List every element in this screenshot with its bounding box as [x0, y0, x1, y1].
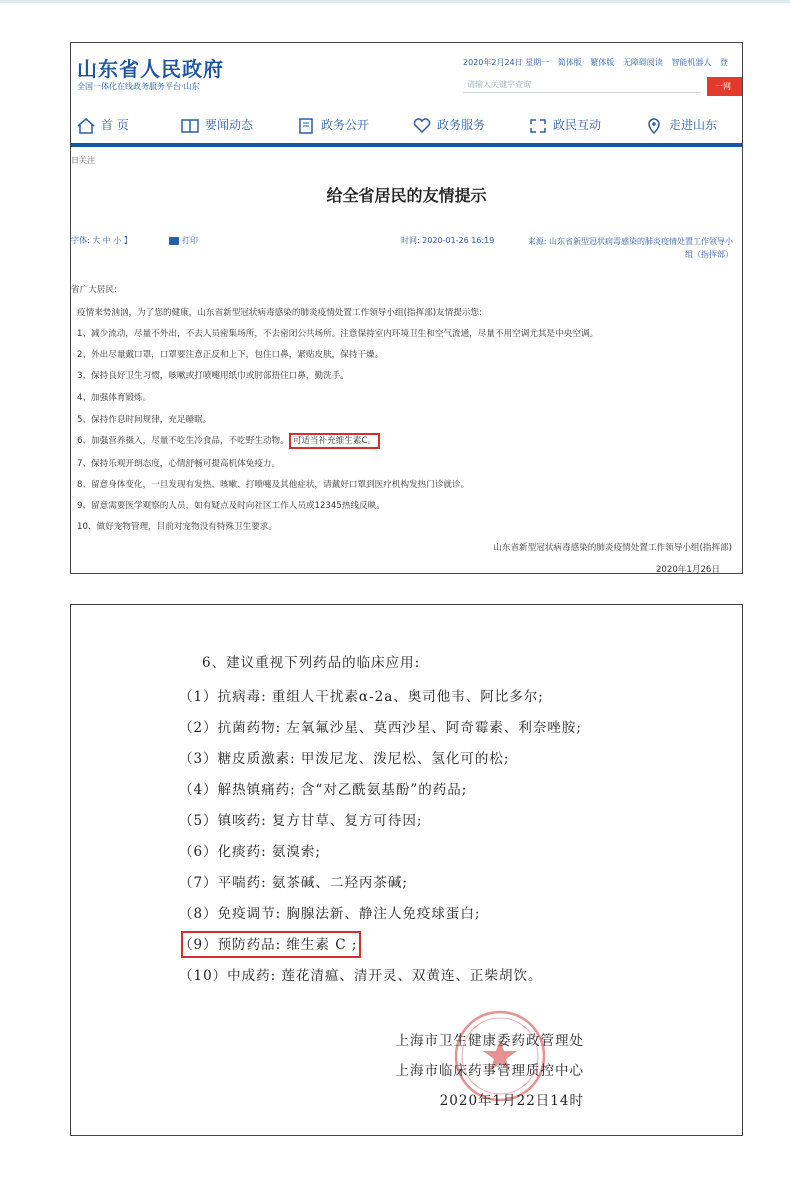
main-nav [71, 107, 742, 147]
nav-public-label: 政务公开 [321, 118, 370, 132]
nav-service[interactable] [413, 116, 485, 134]
interaction-icon [529, 118, 547, 134]
nav-news[interactable] [181, 116, 253, 134]
drug-line: （6）化痰药: 氨溴索; [179, 844, 321, 860]
list-item: 8、留意身体变化，一旦发现有发热、咳嗽、打喷嚏及其他症状，请戴好口罩到医疗机构发热门诊就诊。 [77, 480, 470, 490]
signature-date: 2020年1月22日14时 [439, 1093, 584, 1109]
drug-line: （1）抗病毒: 重组人干扰素α-2a、奥司他韦、阿比多尔; [179, 689, 544, 705]
search-button[interactable]: 一网 [707, 77, 743, 96]
nav-shandong[interactable] [645, 116, 717, 134]
drug-line: （3）糖皮质激素: 甲泼尼龙、泼尼松、氢化可的松; [179, 751, 510, 767]
signature-date: 2020年1月26日 [655, 565, 720, 574]
drug-line: （7）平喘药: 氨茶碱、二羟丙茶碱; [179, 875, 408, 891]
link-traditional[interactable]: 繁体版 [590, 58, 615, 67]
drug-line: （5）镇咳药: 复方甘草、复方可待因; [179, 813, 423, 829]
heart-icon [413, 118, 431, 134]
nav-shandong-label: 走进山东 [669, 118, 718, 132]
top-links [463, 57, 734, 68]
print-icon [169, 237, 179, 245]
article-source: 来源: 山东省新型冠状病毒感染的肺炎疫情处置工作领导小组（指挥部） [527, 237, 733, 259]
scanned-notice [70, 604, 743, 1136]
nav-interaction-label: 政民互动 [553, 118, 602, 132]
location-icon [645, 118, 663, 134]
print-label: 打印 [182, 236, 198, 245]
link-simplified[interactable]: 简体版 [557, 58, 582, 67]
highlight-box [181, 931, 361, 958]
drug-line: （8）免疫调节: 胸腺法新、静注人免疫球蛋白; [179, 906, 481, 922]
site-subtitle: 全国一体化在线政务服务平台·山东 [77, 82, 200, 91]
signature-org-1: 上海市卫生健康委药政管理处 [395, 1033, 584, 1049]
top-divider [0, 0, 790, 3]
list-item: 9、留意需要医学观察的人员，如有疑点及时向社区工作人员或12345热线反映。 [77, 501, 385, 511]
site-title[interactable]: 山东省人民政府 [77, 57, 224, 81]
nav-public[interactable] [297, 116, 369, 134]
signature: 山东省新型冠状病毒感染的肺炎疫情处置工作领导小组(指挥部) [493, 543, 732, 553]
nav-interaction[interactable] [529, 116, 601, 134]
drug-line: （4）解热镇痛药: 含“对乙酰氨基酚”的药品; [179, 782, 468, 798]
publish-time: 时间: 2020-01-26 16:19 [401, 236, 495, 245]
site-header [71, 43, 742, 105]
home-icon [77, 118, 95, 134]
salutation: 省广大居民: [71, 285, 117, 295]
drug-line-vitamin-c: （9）预防药品: 维生素 C ; [179, 937, 358, 953]
link-login[interactable]: 登 [719, 58, 728, 67]
nav-home-label: 首 页 [101, 118, 129, 132]
nav-news-label: 要闻动态 [205, 118, 254, 132]
book-icon [181, 118, 199, 134]
signature-org-2: 上海市临床药事管理质控中心 [395, 1063, 584, 1079]
breadcrumb[interactable]: 日关注 [71, 156, 95, 165]
nav-service-label: 政务服务 [437, 118, 486, 132]
print-button[interactable] [169, 235, 198, 246]
gov-webpage-screenshot [70, 42, 743, 574]
document-icon [297, 118, 315, 134]
list-item-6 [77, 434, 380, 446]
drug-line: （10）中成药: 莲花清瘟、清开灵、双黄连、正柴胡饮。 [179, 968, 543, 984]
list-item: 3、保持良好卫生习惯，咳嗽或打喷嚏用纸巾或肘部捂住口鼻，勤洗手。 [77, 371, 349, 381]
list-item: 2、外出尽量戴口罩，口罩要注意正反和上下，包住口鼻，紧贴皮肤，保持干燥。 [77, 350, 384, 360]
nav-home[interactable] [77, 116, 129, 134]
doc-heading: 6、建议重视下列药品的临床应用: [202, 655, 421, 671]
list-item: 7、保持乐观开朗态度，心情舒畅可提高机体免疫力。 [77, 459, 281, 469]
intro-text: 疫情来势汹汹，为了您的健康，山东省新型冠状病毒感染的肺炎疫情处置工作领导小组(指挥部)友情提示您: [77, 308, 482, 318]
article-title: 给全省居民的友情提示 [326, 186, 487, 205]
drug-line: （2）抗菌药物: 左氧氟沙星、莫西沙星、阿奇霉素、利奈唑胺; [179, 720, 582, 736]
link-accessibility[interactable]: 无障碍阅读 [622, 58, 663, 67]
highlighted-vitamin-c: 可适当补充维生素C。 [289, 433, 380, 449]
item6-text: 6、加强营养摄入，尽量不吃生冷食品，不吃野生动物。 [77, 436, 289, 446]
font-size-control[interactable]: 字体: 大 中 小 】 [71, 236, 132, 245]
list-item: 4、加强体育锻炼。 [77, 393, 152, 403]
list-item: 5、保持作息时间规律，充足睡眠。 [77, 415, 212, 425]
search-input[interactable]: 请输入关键字查询 [463, 77, 701, 93]
list-item: 1、减少流动，尽量不外出，不去人员密集场所，不去密闭公共场所。注意保持室内环境卫生和空气流通，尽量不用空调尤其是中央空调。 [77, 329, 599, 339]
link-robot[interactable]: 智能机器人 [671, 58, 712, 67]
list-item: 10、做好宠物管理，目前对宠物没有特殊卫生要求。 [77, 522, 277, 532]
date-label: 2020年2月24日 星期一 [463, 58, 550, 67]
